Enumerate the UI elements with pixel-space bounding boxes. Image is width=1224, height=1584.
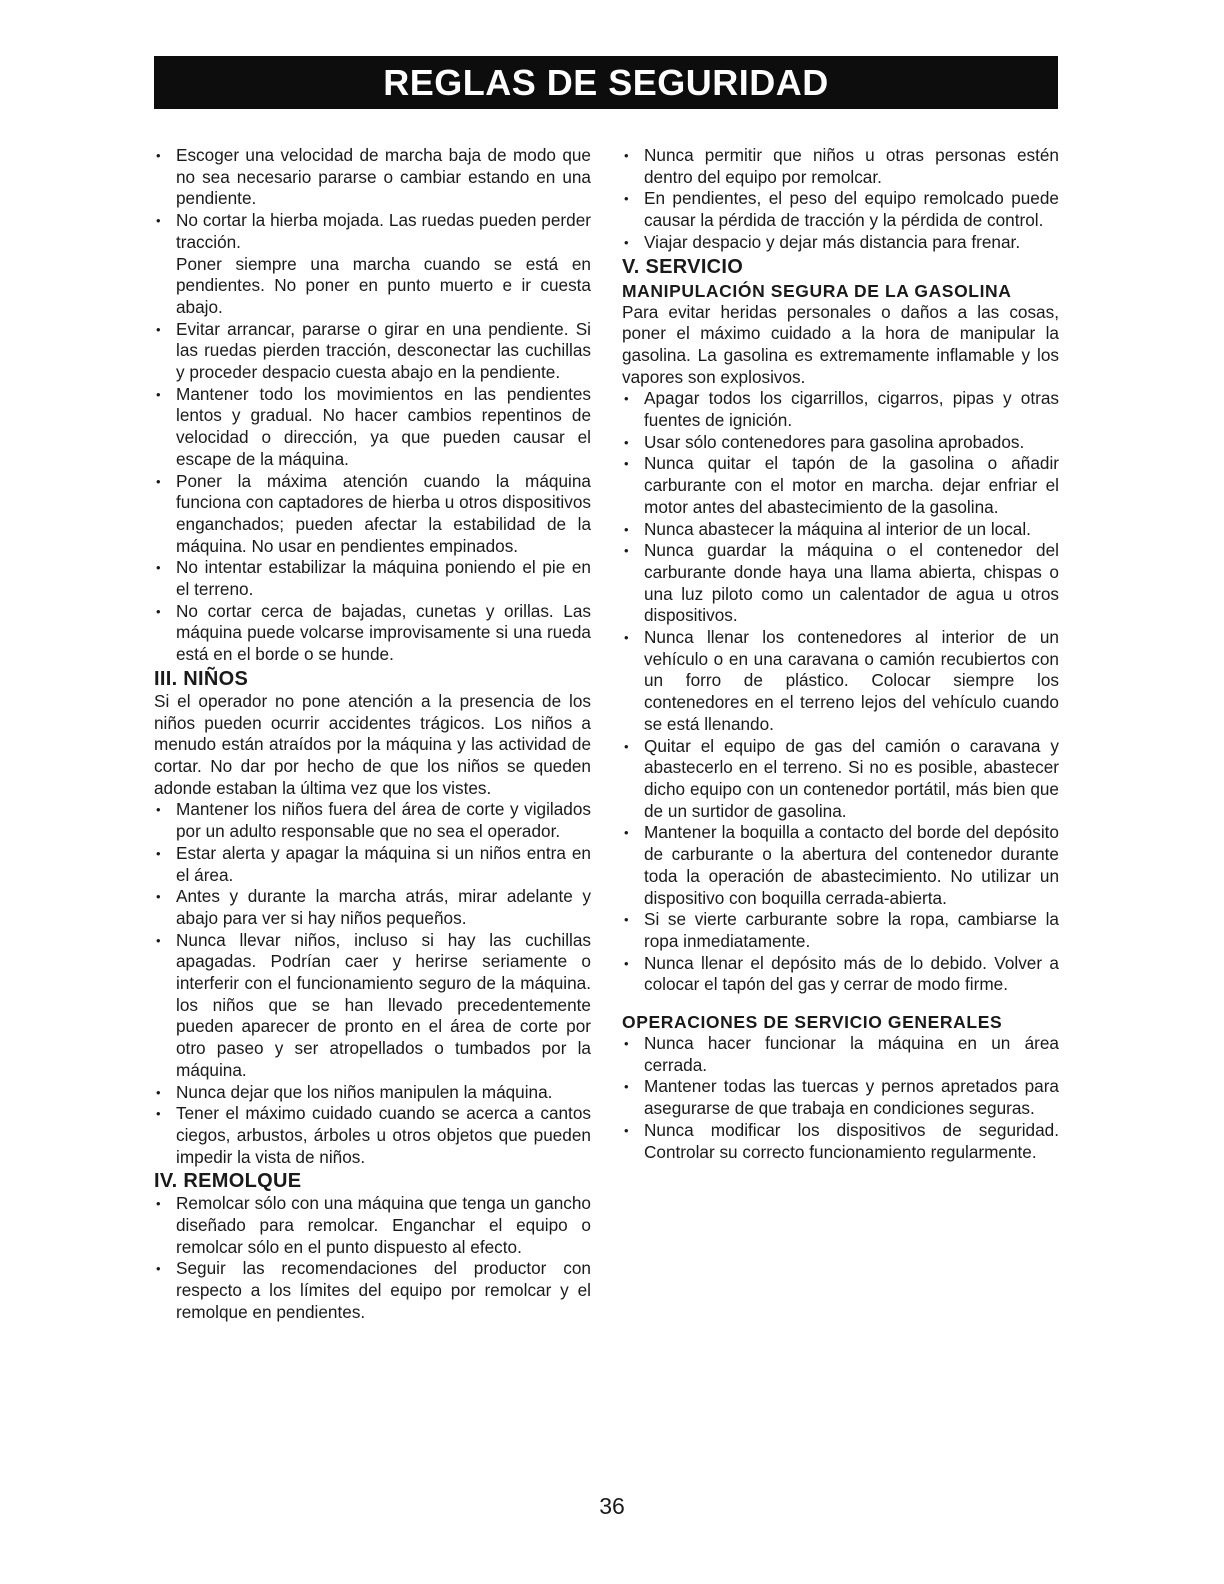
list-item: • Quitar el equipo de gas del camión o caravana y abastecerlo en el terreno. Si no es posible, abastecer dicho equipo con un contenedor portátil, más bien que de un surtidor de gasolina. [622, 736, 1059, 823]
list-item: • En pendientes, el peso del equipo remolcado puede causar la pérdida de tracción y la pérdida de control. [622, 188, 1059, 231]
general-service-list [622, 1033, 1059, 1163]
towing-rules-list [154, 1193, 591, 1323]
section-heading-children: III. NIÑOS [154, 667, 249, 690]
list-item: • Estar alerta y apagar la máquina si un niños entra en el área. [154, 843, 591, 886]
paragraph: Poner siempre una marcha cuando se está en pendientes. No poner en punto muerto e ir cuesta abajo. [176, 253, 591, 317]
list-item: • Antes y durante la marcha atrás, mirar adelante y abajo para ver si hay niños pequeños. [154, 886, 591, 929]
right-column [622, 145, 1059, 1163]
list-item: • Nunca modificar los dispositivos de seguridad. Controlar su correcto funcionamiento regularmente. [622, 1120, 1059, 1163]
list-item: • Nunca abastecer la máquina al interior de un local. [622, 519, 1059, 541]
towing-rules-list-continued [622, 145, 1059, 254]
slope-rules-list-continued [154, 319, 591, 666]
list-item: • Mantener la boquilla a contacto del borde del depósito de carburante o la abertura del contenedor durante toda la operación de abastecimiento. No utilizar un dispositivo con boquilla cerrada-abierta. [622, 822, 1059, 909]
list-item: • No cortar cerca de bajadas, cunetas y orillas. Las máquina puede volcarse improvisamente si una rueda está en el borde o se hunde. [154, 601, 591, 666]
page-number: 36 [599, 1493, 625, 1519]
section-heading-service: V. SERVICIO [622, 255, 744, 278]
section-heading-towing: IV. REMOLQUE [154, 1170, 302, 1193]
list-item: • Seguir las recomendaciones del productor con respecto a los límites del equipo por remolcar y el remolque en pendientes. [154, 1258, 591, 1323]
list-item: • Nunca llenar el depósito más de lo debido. Volver a colocar el tapón del gas y cerrar de modo firme. [622, 953, 1059, 996]
section-intro: Para evitar heridas personales o daños a las cosas, poner el máximo cuidado a la hora de manipular la gasolina. La gasolina es extremamente inflamable y los vapores son explosivos. [622, 301, 1059, 387]
list-item: • Nunca permitir que niños u otras personas estén dentro del equipo por remolcar. [622, 145, 1059, 188]
list-item: • Nunca llenar los contenedores al interior de un vehículo o en una caravana o camión recubiertos con un forro de plástico. Colocar siempre los contenedores en el terreno lejos del vehículo cuando se está llenando. [622, 627, 1059, 736]
list-item: • Mantener todo los movimientos en las pendientes lentos y gradual. No hacer cambios repentinos de velocidad o dirección, ya que pueden causar el escape de la máquina. [154, 384, 591, 471]
list-item: • Si se vierte carburante sobre la ropa, cambiarse la ropa inmediatamente. [622, 909, 1059, 952]
list-item: • Remolcar sólo con una máquina que tenga un gancho diseñado para remolcar. Enganchar el equipo o remolcar sólo en el punto dispuesto al efecto. [154, 1193, 591, 1258]
list-item: • Nunca dejar que los niños manipulen la máquina. [154, 1082, 591, 1104]
list-item: • Poner la máxima atención cuando la máquina funciona con captadores de hierba u otros dispositivos enganchados; pueden afectar la estabilidad de la máquina. No usar en pendientes empinados. [154, 471, 591, 558]
list-item: • No cortar la hierba mojada. Las ruedas pueden perder tracción. [154, 210, 591, 253]
list-item: • Usar sólo contenedores para gasolina aprobados. [622, 432, 1059, 454]
list-item: • Nunca llevar niños, incluso si hay las cuchillas apagadas. Podrían caer y herirse seriamente o interferir con el funcionamiento seguro de la máquina. los niños que se han llevado precedentemente pueden aparecer de pronto en el área de corte por otro paseo y ser atropellados o tumbados por la máquina. [154, 930, 591, 1082]
list-item: • Nunca hacer funcionar la máquina en un área cerrada. [622, 1033, 1059, 1076]
subheading-gasoline-handling: MANIPULACIÓN SEGURA DE LA GASOLINA [622, 280, 1012, 301]
slope-rules-list [154, 145, 591, 254]
list-item: • Tener el máximo cuidado cuando se acerca a cantos ciegos, arbustos, árboles u otros objetos que pueden impedir la vista de niños. [154, 1103, 591, 1168]
list-item: • No intentar estabilizar la máquina poniendo el pie en el terreno. [154, 557, 591, 600]
list-item: • Escoger una velocidad de marcha baja de modo que no sea necesario pararse o cambiar estando en una pendiente. [154, 145, 591, 210]
list-item: • Apagar todos los cigarrillos, cigarros, pipas y otras fuentes de ignición. [622, 388, 1059, 431]
page-title: REGLAS DE SEGURIDAD [154, 56, 1058, 109]
gasoline-rules-list [622, 388, 1059, 996]
subheading-general-service: OPERACIONES DE SERVICIO GENERALES [622, 1012, 1003, 1033]
children-rules-list [154, 799, 591, 1168]
list-item: • Mantener todas las tuercas y pernos apretados para asegurarse de que trabaja en condiciones seguras. [622, 1076, 1059, 1119]
list-item: • Nunca guardar la máquina o el contenedor del carburante donde haya una llama abierta, chispas o una luz piloto como un calentador de agua u otros dispositivos. [622, 540, 1059, 627]
list-item: • Nunca quitar el tapón de la gasolina o añadir carburante con el motor en marcha. dejar enfriar el motor antes del abastecimiento de la gasolina. [622, 453, 1059, 518]
section-intro: Si el operador no pone atención a la presencia de los niños pueden ocurrir accidentes trágicos. Los niños a menudo están atraídos por la máquina y las actividad de cortar. No dar por hecho de que los niños se queden adonde estaban la última vez que los vistes. [154, 690, 591, 798]
list-item: • Evitar arrancar, pararse o girar en una pendiente. Si las ruedas pierden tracción, desconectar las cuchillas y proceder despacio cuesta abajo en la pendiente. [154, 319, 591, 384]
list-item: • Mantener los niños fuera del área de corte y vigilados por un adulto responsable que no sea el operador. [154, 799, 591, 842]
list-item: • Viajar despacio y dejar más distancia para frenar. [622, 232, 1059, 254]
left-column [154, 145, 591, 1324]
